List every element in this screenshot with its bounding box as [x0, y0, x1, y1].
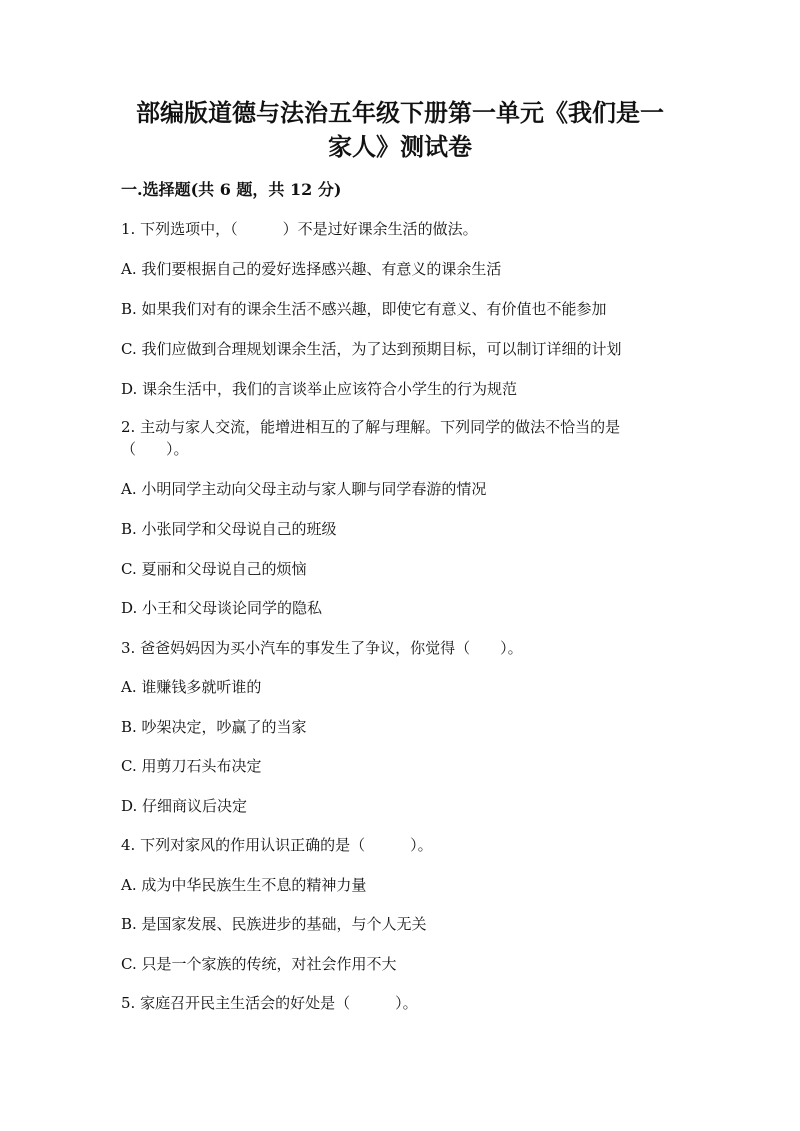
- question-2-stem-cont: （ ）。: [121, 440, 189, 458]
- question-3-option-a: A. 谁赚钱多就听谁的: [121, 678, 262, 696]
- question-1-option-b: B. 如果我们对有的课余生活不感兴趣，即使它有意义、有价值也不能参加: [121, 300, 607, 318]
- question-5-stem: 5. 家庭召开民主生活会的好处是（ ）。: [121, 994, 418, 1012]
- question-1-option-a: A. 我们要根据自己的爱好选择感兴趣、有意义的课余生活: [121, 260, 502, 278]
- question-1-option-c: C. 我们应做到合理规划课余生活，为了达到预期目标，可以制订详细的计划: [121, 340, 622, 358]
- question-2-stem: 2. 主动与家人交流，能增进相互的了解与理解。下列同学的做法不恰当的是: [121, 418, 621, 436]
- question-1-option-d: D. 课余生活中，我们的言谈举止应该符合小学生的行为规范: [121, 380, 518, 398]
- question-4-stem: 4. 下列对家风的作用认识正确的是（ ）。: [121, 836, 433, 854]
- question-2-option-a: A. 小明同学主动向父母主动与家人聊与同学春游的情况: [121, 480, 487, 498]
- exam-title-line-2: 家人》测试卷: [328, 132, 472, 161]
- question-3-option-d: D. 仔细商议后决定: [121, 797, 248, 815]
- question-1-stem: 1. 下列选项中，（ ）不是过好课余生活的做法。: [121, 220, 478, 238]
- question-4-option-a: A. 成为中华民族生生不息的精神力量: [121, 876, 367, 894]
- question-2-option-d: D. 小王和父母谈论同学的隐私: [121, 599, 323, 617]
- question-3-option-c: C. 用剪刀石头布决定: [121, 757, 262, 775]
- section-heading: 一.选择题(共 6 题，共 12 分): [121, 180, 342, 199]
- question-2-option-c: C. 夏丽和父母说自己的烦恼: [121, 560, 307, 578]
- exam-title-line-1: 部编版道德与法治五年级下册第一单元《我们是一: [136, 98, 664, 127]
- question-3-stem: 3. 爸爸妈妈因为买小汽车的事发生了争议，你觉得（ ）。: [121, 639, 523, 657]
- question-3-option-b: B. 吵架决定，吵赢了的当家: [121, 718, 307, 736]
- question-2-option-b: B. 小张同学和父母说自己的班级: [121, 520, 337, 538]
- question-4-option-c: C. 只是一个家族的传统，对社会作用不大: [121, 955, 397, 973]
- question-4-option-b: B. 是国家发展、民族进步的基础，与个人无关: [121, 915, 427, 933]
